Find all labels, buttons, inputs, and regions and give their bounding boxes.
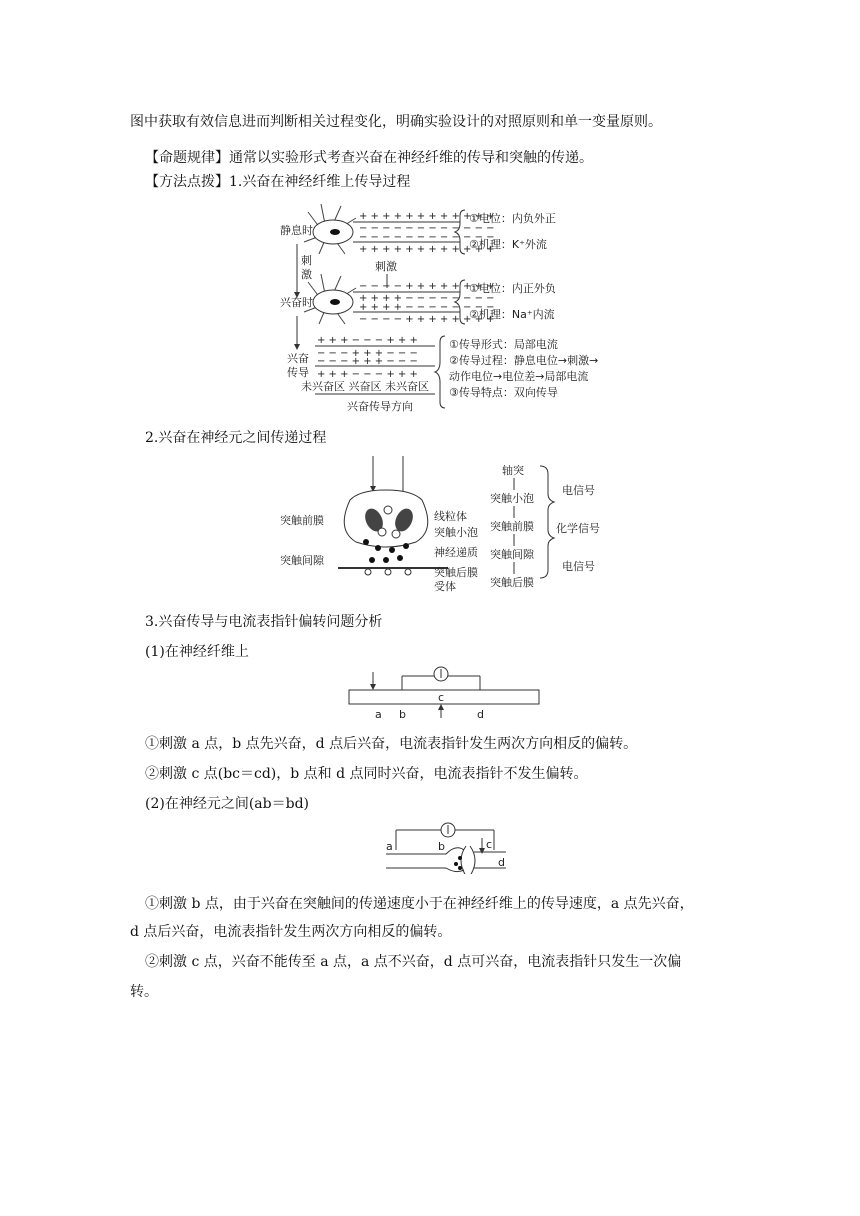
svg-text:兴奋: 兴奋: [287, 352, 309, 365]
svg-text:− − − − + + + + + + + +: − − − − + + + + + + + +: [359, 281, 495, 292]
svg-text:突触间隙: 突触间隙: [490, 548, 534, 561]
direction-label: 兴奋传导方向: [347, 400, 413, 413]
text-line-11a: ②刺激 c 点，兴奋不能传至 a 点，a 点不兴奋，d 点可兴奋，电流表指针只发生一次偏: [145, 954, 682, 970]
svg-text:− − − + + + − − −: − − − + + + − − −: [317, 356, 418, 367]
rest-potential: ①电位：内负外正: [469, 212, 556, 225]
conduction-strip: [301, 335, 435, 413]
svg-text:刺: 刺: [301, 254, 312, 267]
svg-text:突触前膜: 突触前膜: [490, 520, 534, 533]
synapse-drawing: [338, 490, 448, 575]
text-line-10a: ①刺激 b 点，由于兴奋在突触间的传递速度小于在神经纤维上的传导速度，a 点先兴奋，: [145, 896, 694, 912]
svg-text:b: b: [399, 708, 406, 721]
svg-text:d: d: [498, 856, 505, 869]
text-line-6: (1)在神经纤维上: [145, 644, 249, 660]
svg-text:激: 激: [301, 268, 312, 281]
svg-text:− − − − − − − − − − − −: − − − − − − − − − − − −: [359, 223, 495, 234]
svg-text:化学信号: 化学信号: [556, 522, 600, 535]
synapse-flow: [490, 463, 600, 589]
neuron-excited: [304, 274, 495, 325]
nerve-fiber-conduction-figure: [275, 196, 610, 418]
svg-text:− − − + + + − − −: − − − + + + − − −: [317, 348, 418, 359]
label-postsyn: 突触后膜: [434, 566, 478, 579]
label-mito: 线粒体: [434, 510, 467, 523]
svg-text:a: a: [375, 708, 382, 721]
synapse-transmission-figure: [278, 452, 608, 602]
text-line-4: 2.兴奋在神经元之间传递过程: [145, 430, 327, 446]
svg-text:+ + + + + + + + + + + +: + + + + + + + + + + + +: [359, 211, 495, 222]
label-vesicle: 突触小泡: [434, 526, 478, 539]
svg-text:d: d: [477, 708, 484, 721]
svg-text:突触后膜: 突触后膜: [490, 576, 534, 589]
text-line-2: 【命题规律】通常以实验形式考查兴奋在神经纤维的传导和突触的传递。: [145, 150, 593, 166]
text-line-8: ②刺激 c 点(bc＝cd)，b 点和 d 点同时兴奋，电流表指针不发生偏转。: [145, 766, 588, 782]
text-line-11b: 转。: [130, 984, 158, 1000]
neuron-rest: [304, 204, 495, 255]
svg-text:+ + + + − − − − − − − −: + + + + − − − − − − − −: [359, 302, 495, 313]
conduct-process: ②传导过程：静息电位→刺激→: [449, 354, 599, 367]
zone-labels: 未兴奋区 兴奋区 未兴奋区: [301, 380, 429, 393]
excited-potential: ①电位：内正外负: [469, 282, 556, 295]
svg-text:c: c: [438, 691, 445, 704]
rest-mechanism: ②机理：K⁺外流: [469, 238, 547, 251]
svg-text:+ + + − − − + + +: + + + − − − + + +: [317, 369, 418, 380]
svg-text:电信号: 电信号: [562, 484, 595, 497]
svg-text:电信号: 电信号: [562, 560, 595, 573]
text-line-10b: d 点后兴奋，电流表指针发生两次方向相反的偏转。: [130, 924, 452, 940]
svg-text:− − − − − − − − − − − −: − − − − − − − − − − − −: [359, 232, 495, 243]
conduct-form: ①传导形式：局部电流: [449, 338, 558, 351]
label-presyn: 突触前膜: [280, 514, 324, 527]
fiber-ammeter-figure: [345, 664, 545, 724]
label-stimulus: 刺激: [375, 260, 397, 273]
svg-text:+ + + + + + + + + + + +: + + + + + + + + + + + +: [359, 244, 495, 255]
label-receptor: 受体: [434, 580, 456, 593]
svg-text:b: b: [438, 840, 445, 853]
svg-text:a: a: [386, 840, 393, 853]
text-line-1: 图中获取有效信息进而判断相关过程变化，明确实验设计的对照原则和单一变量原则。: [130, 114, 662, 130]
label-neurotransmitter: 神经递质: [434, 546, 478, 559]
svg-text:轴突: 轴突: [502, 464, 524, 477]
svg-text:c: c: [486, 838, 493, 851]
label-excited: 兴奋时: [280, 296, 313, 309]
excited-mechanism: ②机理：Na⁺内流: [469, 308, 555, 321]
svg-text:+ + + − − − + + +: + + + − − − + + +: [317, 335, 418, 346]
text-line-3: 【方法点拨】1.兴奋在神经纤维上传导过程: [145, 174, 411, 190]
label-cleft: 突触间隙: [280, 554, 324, 567]
svg-text:突触小泡: 突触小泡: [490, 492, 534, 505]
text-line-7: ①刺激 a 点，b 点先兴奋，d 点后兴奋，电流表指针发生两次方向相反的偏转。: [145, 736, 638, 752]
svg-text:+ + + + − − − − − − − −: + + + + − − − − − − − −: [359, 293, 495, 304]
svg-text:− − − − + + + + + + + +: − − − − + + + + + + + +: [359, 314, 495, 325]
synapse-ammeter-figure: [382, 818, 510, 874]
svg-text:传导: 传导: [287, 366, 309, 379]
label-rest: 静息时: [280, 224, 313, 237]
conduct-process-2: 动作电位→电位差→局部电流: [449, 370, 589, 383]
text-line-5: 3.兴奋传导与电流表指针偏转问题分析: [145, 614, 383, 630]
text-line-9: (2)在神经元之间(ab＝bd): [145, 796, 309, 812]
conduct-feature: ③传导特点：双向传导: [449, 386, 558, 399]
